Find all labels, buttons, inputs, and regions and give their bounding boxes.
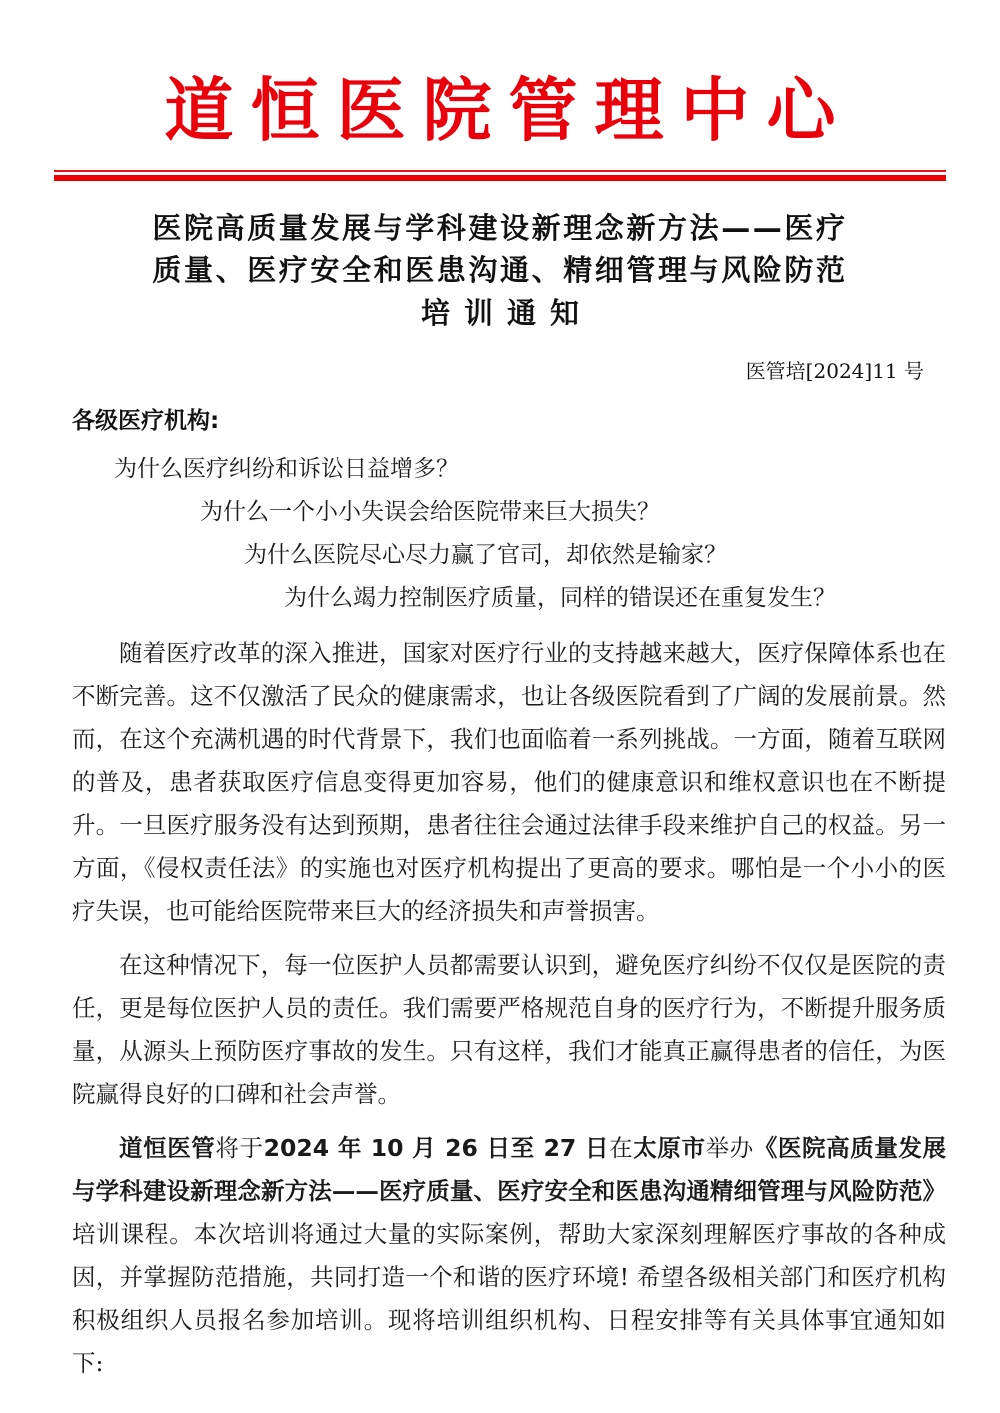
p3-text-d: 培训课程。本次培训将通过大量的实际案例，帮助大家深刻理解医疗事故的各种成因，并掌握防范措施，共同打造一个和谐的医疗环境! 希望各级相关部门和医疗机构积极组织人员报名参加培训。现将培训组织机构、日程安排等有关具体事宜通知如下: — [72, 1219, 946, 1377]
masthead-divider — [52, 170, 948, 181]
p3-org-name: 道恒医管 — [119, 1133, 216, 1162]
divider-line-thick — [54, 175, 946, 181]
p3-date-range: 2024 年 10 月 26 日至 27 日 — [263, 1133, 610, 1162]
title-line-1: 医院高质量发展与学科建设新理念新方法——医疗 — [152, 210, 848, 245]
question-list — [52, 448, 948, 620]
question-item: 为什么医疗纠纷和诉讼日益增多？ — [114, 455, 459, 482]
question-item: 为什么医院尽心尽力赢了官司，却依然是输家？ — [244, 541, 727, 568]
p3-course-title: 《医院高质量发展与学科建设新理念新方法——医疗质量、医疗安全和医患沟通精细管理与风险防范》 — [72, 1133, 947, 1205]
title-line-2: 质量、医疗安全和医患沟通、精细管理与风险防范 — [152, 253, 848, 288]
question-item: 为什么一个小小失误会给医院带来巨大损失？ — [200, 498, 660, 525]
body-paragraph-1: 随着医疗改革的深入推进，国家对医疗行业的支持越来越大，医疗保障体系也在不断完善。这不仅激活了民众的健康需求，也让各级医院看到了广阔的发展前景。然而，在这个充满机遇的时代背景下，我们也面临着一系列挑战。一方面，随着互联网的普及，患者获取医疗信息变得更加容易，他们的健康意识和维权意识也在不断提升。一旦医疗服务没有达到预期，患者往往会通过法律手段来维护自己的权益。另一方面，《侵权责任法》的实施也对医疗机构提出了更高的要求。哪怕是一个小小的医疗失误，也可能给医院带来巨大的经济损失和声誉损害。 — [72, 638, 946, 925]
body-paragraph-3 — [52, 1127, 948, 1385]
p3-city: 太原市 — [633, 1133, 706, 1162]
question-item: 为什么竭力控制医疗质量，同样的错误还在重复发生？ — [284, 584, 836, 611]
body-content — [52, 632, 948, 1385]
title-line-3: 培训通知 — [420, 296, 593, 331]
document-title — [64, 207, 936, 336]
masthead — [52, 0, 948, 149]
p3-text-b: 在 — [609, 1133, 634, 1162]
body-paragraph-2: 在这种情况下，每一位医护人员都需要认识到，避免医疗纠纷不仅仅是医院的责任，更是每位医护人员的责任。我们需要严格规范自身的医疗行为，不断提升服务质量，从源头上预防医疗事故的发生。只有这样，我们才能真正赢得患者的信任，为医院赢得良好的口碑和社会声誉。 — [72, 950, 946, 1108]
p3-text-a: 将于 — [215, 1133, 264, 1162]
salutation: 各级医疗机构: — [72, 408, 220, 435]
p3-text-c: 举办 — [705, 1133, 754, 1162]
document-number: 医管培[2024]11 号 — [745, 359, 924, 384]
organization-name: 道恒医院管理中心 — [164, 71, 853, 151]
